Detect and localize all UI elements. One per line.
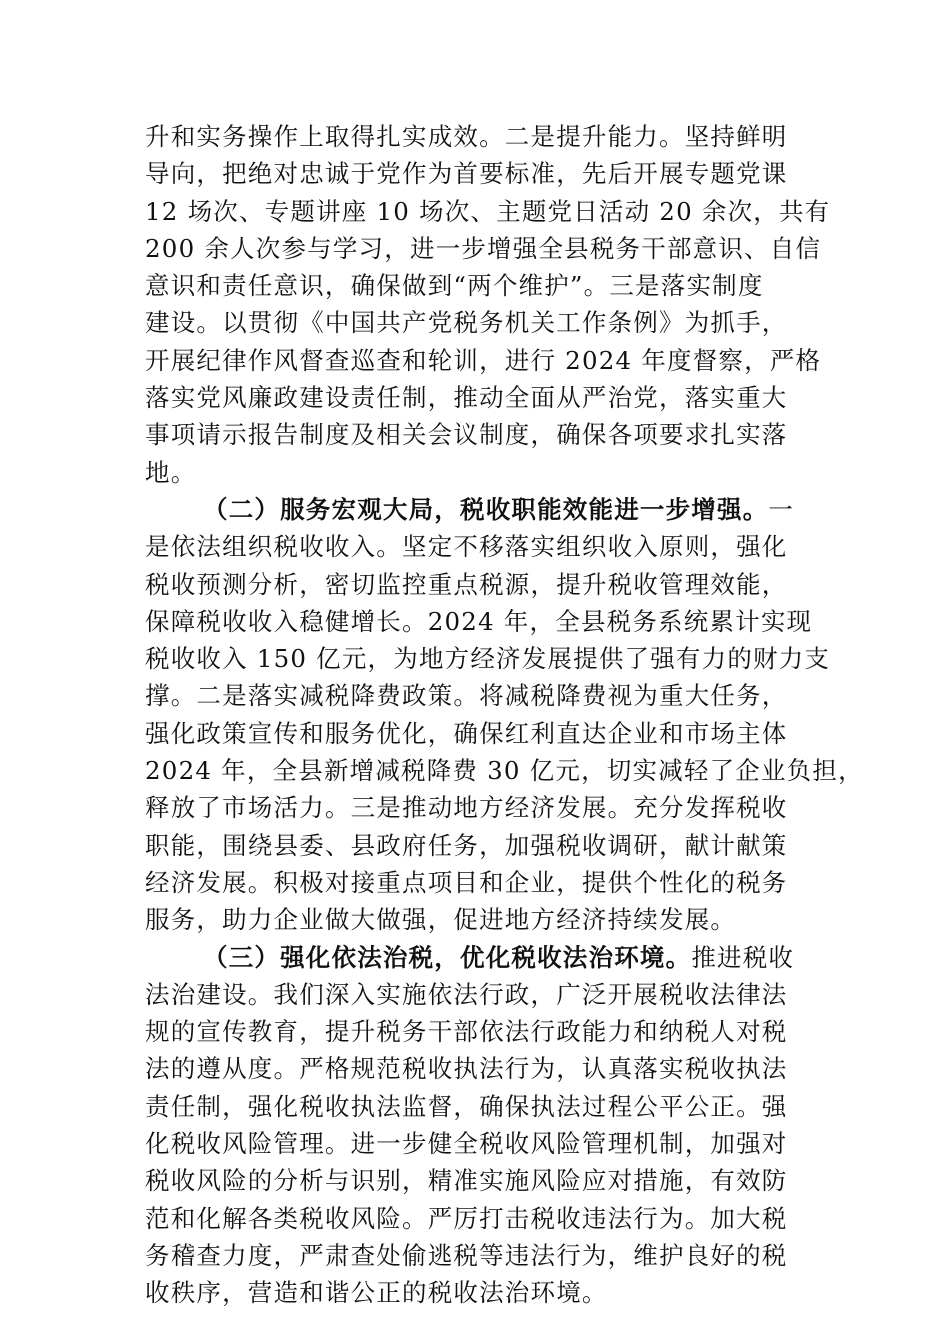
body-line: 落实党风廉政建设责任制，推动全面从严治党，落实重大	[145, 383, 788, 413]
body-line: 是依法组织税收收入。坚定不移落实组织收入原则，强化	[145, 532, 788, 562]
body-line: 化税收风险管理。进一步健全税收风险管理机制，加强对	[145, 1129, 788, 1159]
body-line: 强化政策宣传和服务优化，确保红利直达企业和市场主体	[145, 718, 788, 748]
body-line: 意识和责任意识，确保做到“两个维护”。三是落实制度	[145, 271, 764, 301]
body-line: 税收预测分析，密切监控重点税源，提升税收管理效能，	[145, 569, 788, 599]
body-line: 经济发展。积极对接重点项目和企业，提供个性化的税务	[145, 867, 788, 897]
body-line: 职能，围绕县委、县政府任务，加强税收调研，献计献策	[145, 830, 788, 860]
body-line: 建设。以贯彻《中国共产党税务机关工作条例》为抓手，	[145, 308, 788, 338]
section-3-first-line	[145, 939, 805, 976]
body-line: 责任制，强化税收执法监督，确保执法过程公平公正。强	[145, 1091, 788, 1121]
body-line: 地。	[145, 457, 197, 487]
body-line: 200 余人次参与学习，进一步增强全县税务干部意识、自信	[145, 233, 822, 263]
body-line: 导向，把绝对忠诚于党作为首要标准，先后开展专题党课	[145, 159, 788, 189]
body-line: 规的宣传教育，提升税务干部依法行政能力和纳税人对税	[145, 1017, 788, 1047]
body-line: 释放了市场活力。三是推动地方经济发展。充分发挥税收	[145, 793, 788, 823]
section-3-heading: （三）强化依法治税，优化税收法治环境。	[203, 942, 692, 972]
document-body	[145, 118, 864, 1312]
section-2-first-line	[145, 491, 805, 528]
body-line: 保障税收收入稳健增长。2024 年，全县税务系统累计实现	[145, 606, 813, 636]
body-line: 收秩序，营造和谐公正的税收法治环境。	[145, 1278, 608, 1308]
body-line: 服务，助力企业做大做强，促进地方经济持续发展。	[145, 905, 737, 935]
body-line: 事项请示报告制度及相关会议制度，确保各项要求扎实落	[145, 420, 788, 450]
body-line: 法治建设。我们深入实施依法行政，广泛开展税收法律法	[145, 979, 788, 1009]
body-line: 2024 年，全县新增减税降费 30 亿元，切实减轻了企业负担，	[145, 756, 864, 786]
body-line: 税收收入 150 亿元，为地方经济发展提供了强有力的财力支	[145, 644, 831, 674]
body-line: 12 场次、专题讲座 10 场次、主题党日活动 20 余次，共有	[145, 196, 831, 226]
section-2-first-tail: 一	[768, 494, 795, 524]
section-2-heading: （二）服务宏观大局，税收职能效能进一步增强。	[203, 494, 769, 524]
body-line: 务稽查力度，严肃查处偷逃税等违法行为，维护良好的税	[145, 1240, 788, 1270]
body-line: 法的遵从度。严格规范税收执法行为，认真落实税收执法	[145, 1054, 788, 1084]
body-line: 税收风险的分析与识别，精准实施风险应对措施，有效防	[145, 1166, 788, 1196]
section-3-first-tail: 推进税收	[691, 942, 795, 972]
body-line: 撑。二是落实减税降费政策。将减税降费视为重大任务，	[145, 681, 788, 711]
body-line: 开展纪律作风督查巡查和轮训，进行 2024 年度督察，严格	[145, 345, 822, 375]
body-line: 范和化解各类税收风险。严厉打击税收违法行为。加大税	[145, 1203, 788, 1233]
body-line: 升和实务操作上取得扎实成效。二是提升能力。坚持鲜明	[145, 122, 788, 151]
